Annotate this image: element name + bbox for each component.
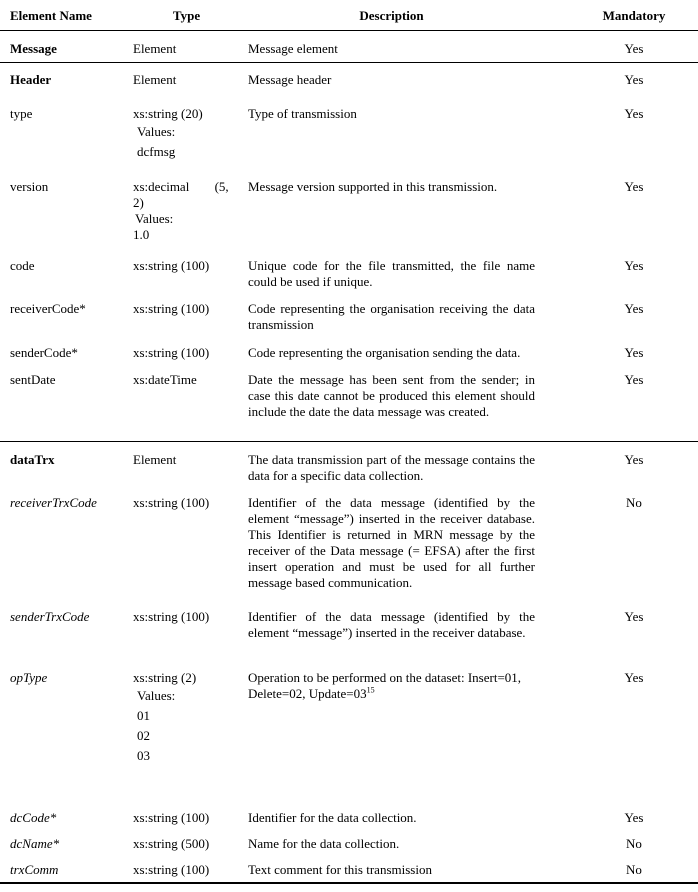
value-item: 1.0 bbox=[133, 227, 150, 242]
element-description: Date the message has been sent from the sender; in case this date cannot be produced this element should include the date the data message was created. bbox=[248, 372, 535, 419]
values-list bbox=[135, 211, 240, 243]
element-description: Identifier of the data message (identified by the element “message”) inserted in the receiver database. This Identifier is returned in MRN message by the receiver of the Data message (= EFSA) after the first insert operation and must be used for all further message based communication. bbox=[248, 495, 535, 590]
row-divider bbox=[0, 62, 698, 63]
type-text-line1: xs:decimal (5, bbox=[133, 179, 229, 194]
table-bottom-border bbox=[0, 882, 698, 884]
element-mandatory: Yes bbox=[624, 810, 644, 825]
element-description bbox=[248, 670, 535, 702]
element-type: xs:string (100) bbox=[133, 258, 210, 273]
element-type bbox=[133, 670, 240, 766]
element-description: Message version supported in this transmission. bbox=[248, 179, 498, 194]
element-mandatory: Yes bbox=[624, 670, 644, 685]
element-name: code bbox=[10, 258, 35, 273]
element-mandatory: Yes bbox=[624, 41, 644, 56]
element-name: version bbox=[10, 179, 49, 194]
element-mandatory: Yes bbox=[624, 372, 644, 387]
element-name: sentDate bbox=[10, 372, 56, 387]
section-divider bbox=[0, 441, 698, 442]
value-item: dcfmsg bbox=[137, 144, 176, 159]
element-type: Element bbox=[133, 41, 177, 56]
values-label: Values: bbox=[137, 124, 176, 139]
element-name: Message bbox=[10, 41, 57, 56]
element-mandatory: Yes bbox=[624, 72, 644, 87]
element-mandatory: No bbox=[626, 862, 642, 877]
type-text-line2: 2) bbox=[133, 195, 144, 210]
value-item: 03 bbox=[137, 748, 150, 763]
element-type: xs:string (100) bbox=[133, 862, 210, 877]
element-name: receiverTrxCode bbox=[10, 495, 97, 510]
element-mandatory: Yes bbox=[624, 452, 644, 467]
value-item: 02 bbox=[137, 728, 150, 743]
element-type: xs:string (100) bbox=[133, 810, 210, 825]
element-description: Text comment for this transmission bbox=[248, 862, 432, 877]
element-mandatory: No bbox=[626, 495, 642, 510]
element-description: The data transmission part of the message contains the data for a specific data collection. bbox=[248, 452, 535, 483]
element-mandatory: Yes bbox=[624, 258, 644, 273]
element-description: Code representing the organisation receiving the data transmission bbox=[248, 301, 535, 332]
element-description: Identifier of the data message (identified by the element “message”) inserted in the receiver database. bbox=[248, 609, 535, 640]
element-name: opType bbox=[10, 670, 48, 685]
element-type: xs:string (100) bbox=[133, 609, 210, 624]
values-label: Values: bbox=[135, 211, 174, 226]
element-mandatory: No bbox=[626, 836, 642, 851]
element-name: dcName* bbox=[10, 836, 60, 851]
element-mandatory: Yes bbox=[624, 301, 644, 316]
element-name: receiverCode* bbox=[10, 301, 86, 316]
type-text: xs:string (2) bbox=[133, 670, 197, 685]
value-item: 01 bbox=[137, 708, 150, 723]
element-name: senderTrxCode bbox=[10, 609, 90, 624]
element-description: Type of transmission bbox=[248, 106, 357, 121]
element-type: Element bbox=[133, 452, 177, 467]
element-type: xs:string (100) bbox=[133, 345, 210, 360]
column-header-type: Type bbox=[172, 8, 201, 23]
element-mandatory: Yes bbox=[624, 345, 644, 360]
values-list bbox=[137, 686, 240, 766]
element-type: xs:dateTime bbox=[133, 372, 197, 387]
type-text: xs:string (20) bbox=[133, 106, 203, 121]
element-description: Message element bbox=[248, 41, 338, 56]
element-name: type bbox=[10, 106, 33, 121]
element-description: Identifier for the data collection. bbox=[248, 810, 417, 825]
element-description: Message header bbox=[248, 72, 332, 87]
element-name: Header bbox=[10, 72, 52, 87]
element-description: Code representing the organisation sending the data. bbox=[248, 345, 521, 360]
header-divider bbox=[0, 30, 698, 31]
element-type: xs:string (500) bbox=[133, 836, 210, 851]
description-text: Operation to be performed on the dataset: Insert=01, Delete=02, Update=03 bbox=[248, 670, 522, 701]
element-mandatory: Yes bbox=[624, 609, 644, 624]
element-mandatory: Yes bbox=[624, 179, 644, 194]
values-list bbox=[137, 122, 240, 162]
element-name: dcCode* bbox=[10, 810, 57, 825]
element-name: senderCode* bbox=[10, 345, 78, 360]
column-header-mandatory: Mandatory bbox=[602, 8, 666, 23]
element-description: Name for the data collection. bbox=[248, 836, 400, 851]
element-description: Unique code for the file transmitted, the file name could be used if unique. bbox=[248, 258, 535, 289]
element-name: trxComm bbox=[10, 862, 59, 877]
values-label: Values: bbox=[137, 688, 176, 703]
element-type bbox=[133, 106, 240, 162]
element-type: xs:string (100) bbox=[133, 301, 210, 316]
element-type: Element bbox=[133, 72, 177, 87]
column-header-description: Description bbox=[359, 8, 424, 23]
element-name: dataTrx bbox=[10, 452, 55, 467]
element-type bbox=[133, 179, 240, 243]
element-type: xs:string (100) bbox=[133, 495, 210, 510]
footnote-marker: 15 bbox=[366, 685, 375, 695]
column-header-element-name: Element Name bbox=[10, 8, 92, 23]
element-mandatory: Yes bbox=[624, 106, 644, 121]
type-text bbox=[133, 179, 240, 195]
